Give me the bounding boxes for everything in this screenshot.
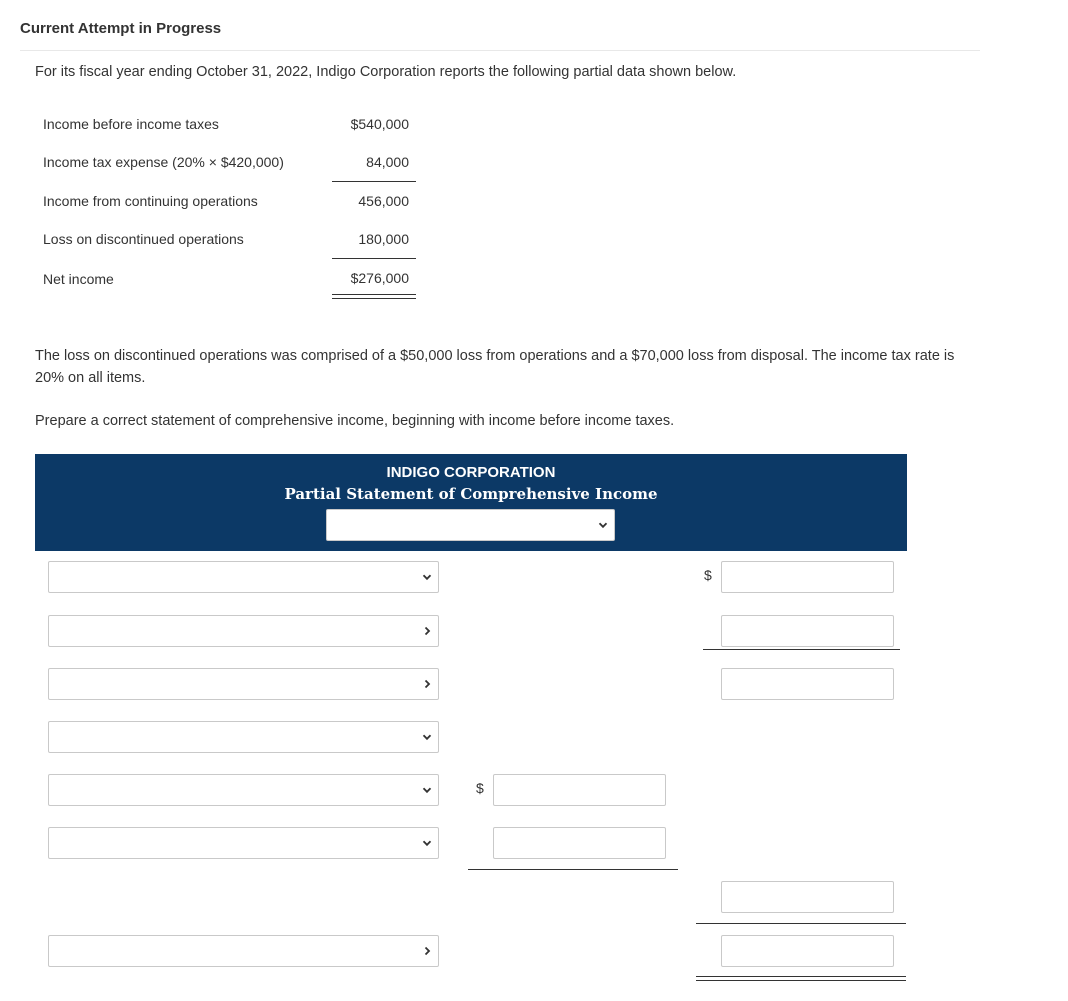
line-item-select[interactable] xyxy=(48,721,439,753)
given-row-label: Income from continuing operations xyxy=(43,193,258,209)
net-income-input[interactable] xyxy=(721,935,894,967)
line-item-select[interactable] xyxy=(48,774,439,806)
given-row-label: Income tax expense (20% × $420,000) xyxy=(43,154,284,170)
dollar-sign: $ xyxy=(704,567,712,583)
amount-input[interactable] xyxy=(721,615,894,647)
period-select[interactable] xyxy=(326,509,615,541)
line-item-select[interactable] xyxy=(48,615,439,647)
amount-input[interactable] xyxy=(493,827,666,859)
total-double-rule xyxy=(696,976,906,977)
given-row-value: 180,000 xyxy=(358,231,409,247)
amount-input[interactable] xyxy=(721,881,894,913)
chevron-right-icon xyxy=(422,946,432,956)
subtotal-rule xyxy=(696,923,906,924)
chevron-right-icon xyxy=(422,679,432,689)
amount-input[interactable] xyxy=(493,774,666,806)
given-row-label: Income before income taxes xyxy=(43,116,219,132)
amount-input[interactable] xyxy=(721,668,894,700)
line-item-select[interactable] xyxy=(48,668,439,700)
chevron-down-icon xyxy=(422,572,432,582)
company-name: INDIGO CORPORATION xyxy=(386,464,556,481)
subtotal-rule xyxy=(703,649,900,650)
given-row-label: Net income xyxy=(43,271,114,287)
statement-title: Partial Statement of Comprehensive Income xyxy=(284,485,658,503)
amount-input[interactable] xyxy=(721,561,894,593)
total-double-rule xyxy=(332,294,416,295)
line-item-select[interactable] xyxy=(48,935,439,967)
header-divider xyxy=(20,50,980,51)
total-double-rule xyxy=(332,298,416,299)
line-item-select[interactable] xyxy=(48,827,439,859)
problem-intro: For its fiscal year ending October 31, 2022, Indigo Corporation reports the following partial data shown below. xyxy=(35,64,737,80)
chevron-down-icon xyxy=(422,732,432,742)
dollar-sign: $ xyxy=(476,780,484,796)
problem-description: The loss on discontinued operations was comprised of a $50,000 loss from operations and a $70,000 loss from disposal. The income tax rate is 20% on all items. xyxy=(35,348,955,386)
chevron-right-icon xyxy=(422,626,432,636)
given-row-value: $540,000 xyxy=(350,116,409,132)
chevron-down-icon xyxy=(598,520,608,530)
statement-header-banner xyxy=(35,454,907,551)
line-item-select[interactable] xyxy=(48,561,439,593)
total-double-rule xyxy=(696,980,906,981)
subtotal-rule xyxy=(332,258,416,259)
problem-instruction: Prepare a correct statement of comprehensive income, beginning with income before income taxes. xyxy=(35,413,675,429)
given-row-value: $276,000 xyxy=(350,270,409,286)
attempt-title: Current Attempt in Progress xyxy=(20,20,222,37)
given-row-value: 84,000 xyxy=(366,154,409,170)
given-row-value: 456,000 xyxy=(358,193,409,209)
subtotal-rule xyxy=(468,869,678,870)
subtotal-rule xyxy=(332,181,416,182)
chevron-down-icon xyxy=(422,838,432,848)
given-row-label: Loss on discontinued operations xyxy=(43,231,244,247)
chevron-down-icon xyxy=(422,785,432,795)
